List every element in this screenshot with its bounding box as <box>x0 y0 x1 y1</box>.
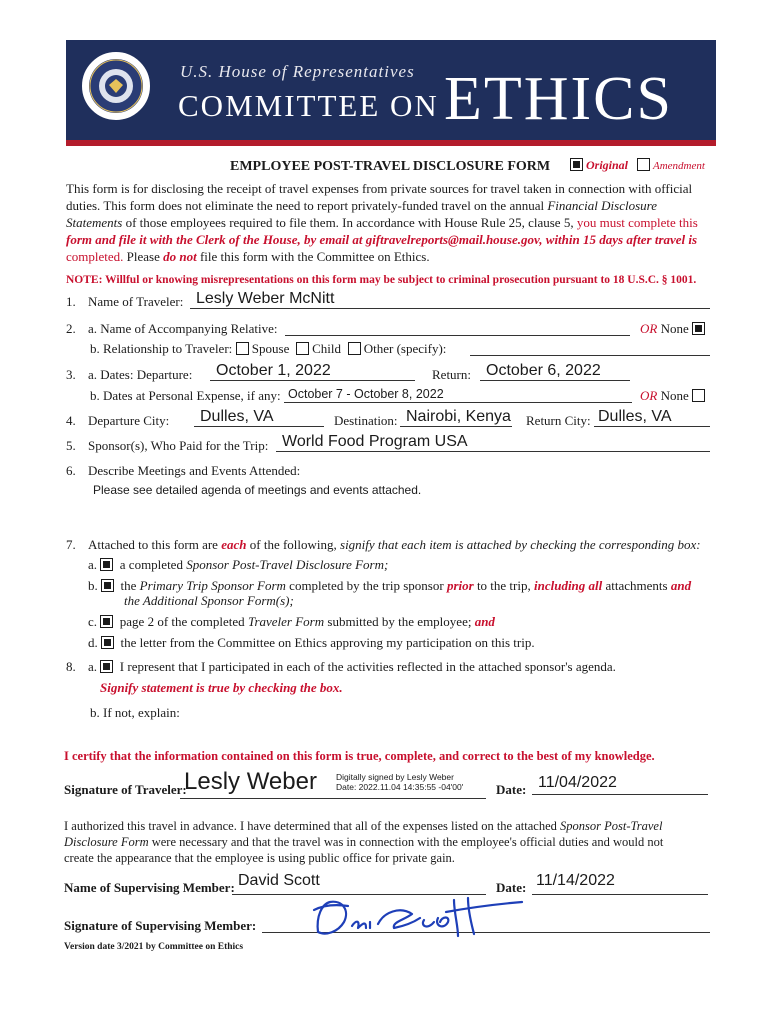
q7-label-a: Attached to this form are <box>88 537 218 552</box>
member-signature-label: Signature of Supervising Member: <box>64 918 257 933</box>
child-checkbox[interactable] <box>296 342 309 355</box>
departure-date-field[interactable]: October 1, 2022 <box>216 362 331 379</box>
q7b-text-c: completed by the trip sponsor <box>289 578 444 593</box>
q8a-checkbox[interactable] <box>100 660 113 673</box>
q7d-text: the letter from the Committee on Ethics approving my participation on this trip. <box>120 635 535 650</box>
destination-field[interactable]: Nairobi, Kenya <box>406 408 511 425</box>
member-date-label: Date: <box>496 880 527 895</box>
auth-line-2 <box>64 834 714 850</box>
member-date-field[interactable]: 11/14/2022 <box>536 872 615 889</box>
traveler-signature-underline <box>180 798 486 799</box>
do-not-text: do not <box>163 249 197 264</box>
q7a-letter: a. <box>88 557 98 572</box>
q7-label <box>88 537 701 553</box>
q3b-underline <box>284 402 632 403</box>
q8-number: 8. <box>66 659 76 674</box>
auth-text-1a: I authorized this travel in advance. I have determined that all of the expenses listed on the attached <box>64 819 557 833</box>
q2a-none-label: None <box>660 321 689 336</box>
meetings-field[interactable]: Please see detailed agenda of meetings and events attached. <box>93 483 422 497</box>
amendment-label: Amendment <box>653 160 705 172</box>
other-specify-field[interactable] <box>470 355 710 356</box>
member-handwritten-signature[interactable] <box>308 892 528 948</box>
q2a-or: OR <box>640 321 658 336</box>
version-date: Version date 3/2021 by Committee on Ethics <box>64 942 244 952</box>
q7c-and: and <box>474 614 495 629</box>
q7a-row <box>88 557 388 573</box>
q4-number: 4. <box>66 413 76 428</box>
q1-number: 1. <box>66 294 76 309</box>
q2a-label: a. Name of Accompanying Relative: <box>88 321 278 336</box>
q7-signify: signify that each item is attached by checking the corresponding box: <box>340 537 701 552</box>
q2-number: 2. <box>66 321 76 336</box>
q8a-text: I represent that I participated in each of the activities reflected in the attached sponsor's agenda. <box>119 659 616 674</box>
digital-signature-stamp <box>336 772 463 792</box>
member-date-underline <box>532 894 708 895</box>
relative-name-field[interactable] <box>285 335 630 336</box>
q1-underline <box>190 308 710 309</box>
file-with-text: file this form with the Committee on Ethics. <box>199 249 430 264</box>
q7b-and: and <box>670 578 692 593</box>
return-city-field[interactable]: Dulles, VA <box>598 408 672 425</box>
completed-text: completed. <box>66 249 124 264</box>
traveler-date-label: Date: <box>496 782 527 797</box>
q7b-row <box>88 578 691 594</box>
sponsor-field[interactable]: World Food Program USA <box>282 433 468 450</box>
q3b-or-none <box>640 388 705 404</box>
house-subtitle: U.S. House of Representatives <box>180 62 415 81</box>
q7b-checkbox[interactable] <box>101 579 114 592</box>
departure-underline <box>210 380 415 381</box>
intro-paragraph <box>66 180 716 265</box>
q4-underline <box>194 426 324 427</box>
original-checkbox[interactable] <box>570 158 583 171</box>
departure-city-field[interactable]: Dulles, VA <box>200 408 274 425</box>
please-text: Please <box>126 249 160 264</box>
q4-label: Departure City: <box>88 413 170 428</box>
supervising-member-label: Name of Supervising Member: <box>64 880 235 895</box>
traveler-signature-label: Signature of Traveler: <box>64 782 187 797</box>
q7c-text-a: page 2 of the completed <box>119 614 245 629</box>
return-city-label: Return City: <box>526 413 591 428</box>
rule-text: of those employees required to file them. In accordance with House Rule 25, clause 5, <box>125 215 574 230</box>
auth-text-1b: Sponsor Post-Travel <box>560 819 663 833</box>
auth-text-2b: were necessary and that the travel was in connection with the employee's official duties and would not <box>151 835 664 849</box>
q8a-signify: Signify statement is true by checking the box. <box>100 680 343 695</box>
amendment-checkbox[interactable] <box>637 158 650 171</box>
traveler-date-underline <box>532 794 708 795</box>
return-city-underline <box>594 426 710 427</box>
seal-emblem <box>85 55 147 117</box>
q7b-text-a: the <box>120 578 137 593</box>
auth-line-1 <box>64 818 714 834</box>
must-complete-text: you must complete this <box>576 215 698 230</box>
header-banner <box>66 40 716 146</box>
other-checkbox[interactable] <box>348 342 361 355</box>
committee-on-title: COMMITTEE ON <box>178 88 439 123</box>
return-label: Return: <box>432 367 471 382</box>
personal-expense-dates-field[interactable]: October 7 - October 8, 2022 <box>288 387 444 401</box>
q2a-none-checkbox[interactable] <box>692 322 705 335</box>
q8a-row <box>88 659 616 675</box>
q7b-text-e: to the trip, <box>476 578 531 593</box>
q7b-including-all: including all <box>533 578 603 593</box>
intro-line-2-text: duties. This form does not eliminate the need to report privately-funded travel on the annual <box>66 198 545 213</box>
q8b-label: b. If not, explain: <box>90 705 180 720</box>
intro-line-5 <box>66 248 716 265</box>
q2b-label: b. Relationship to Traveler: <box>90 341 233 356</box>
q5-underline <box>276 451 710 452</box>
spouse-label: Spouse <box>251 341 290 356</box>
intro-line-2 <box>66 197 716 214</box>
q7a-checkbox[interactable] <box>100 558 113 571</box>
authorization-paragraph <box>64 818 714 866</box>
q7c-letter: c. <box>88 614 98 629</box>
auth-text-2a: Disclosure Form <box>64 835 149 849</box>
q8a-letter: a. <box>88 659 98 674</box>
q7b-text-g: attachments <box>605 578 668 593</box>
digital-signed-by: Digitally signed by Lesly Weber <box>336 772 454 782</box>
q3b-label: b. Dates at Personal Expense, if any: <box>90 388 281 403</box>
q7b-letter: b. <box>88 578 98 593</box>
q7d-checkbox[interactable] <box>101 636 114 649</box>
q7-each: each <box>221 537 247 552</box>
q1-label: Name of Traveler: <box>88 294 184 309</box>
statements-text: Statements <box>66 215 123 230</box>
q7-number: 7. <box>66 537 76 552</box>
q7-label-c: of the following, <box>249 537 337 552</box>
q7a-text-b: Sponsor Post-Travel Disclosure Form; <box>186 557 389 572</box>
q7d-letter: d. <box>88 635 98 650</box>
financial-disclosure-text: Financial Disclosure <box>547 198 657 213</box>
intro-line-1: This form is for disclosing the receipt of travel expenses from private sources for travel taken in connection with official <box>66 181 693 196</box>
q7d-row <box>88 635 535 651</box>
certify-statement: I certify that the information contained on this form is true, complete, and correct to the best of my knowledge. <box>64 749 655 763</box>
q7c-checkbox[interactable] <box>100 615 113 628</box>
q7c-text-b: Traveler Form <box>247 614 325 629</box>
intro-line-4[interactable]: form and file it with the Clerk of the House, by email at giftravelreports@mail.house.gov, within 15 days after travel is <box>66 232 698 247</box>
q3-number: 3. <box>66 367 76 382</box>
return-underline <box>480 380 630 381</box>
q3b-or: OR <box>640 388 658 403</box>
q3a-label: a. Dates: Departure: <box>88 367 193 382</box>
traveler-signature[interactable]: Lesly Weber <box>184 768 317 795</box>
q5-number: 5. <box>66 438 76 453</box>
q3b-none-label: None <box>660 388 689 403</box>
traveler-name-field[interactable]: Lesly Weber McNitt <box>196 290 335 307</box>
q7b-prior: prior <box>446 578 474 593</box>
ethics-title: ETHICS <box>444 65 673 133</box>
q3b-none-checkbox[interactable] <box>692 389 705 402</box>
destination-label: Destination: <box>334 413 398 428</box>
q7b-text-i: the Additional Sponsor Form(s); <box>124 593 294 608</box>
form-title: EMPLOYEE POST-TRAVEL DISCLOSURE FORM <box>230 159 551 174</box>
house-seal-icon <box>82 52 150 120</box>
q2b-row <box>90 341 446 357</box>
form-type-selector <box>570 158 705 173</box>
destination-underline <box>400 426 512 427</box>
q5-label: Sponsor(s), Who Paid for the Trip: <box>88 438 269 453</box>
spouse-checkbox[interactable] <box>236 342 249 355</box>
q6-number: 6. <box>66 463 76 478</box>
intro-line-3 <box>66 214 716 231</box>
original-label: Original <box>586 158 629 172</box>
digital-signed-date: Date: 2022.11.04 14:35:55 -04'00' <box>336 782 464 792</box>
traveler-date-field[interactable]: 11/04/2022 <box>538 774 617 791</box>
auth-line-3: create the appearance that the employee is using public office for private gain. <box>64 851 455 865</box>
return-date-field[interactable]: October 6, 2022 <box>486 362 601 379</box>
other-label: Other (specify): <box>363 341 447 356</box>
legal-note: NOTE: Willful or knowing misrepresentations on this form may be subject to criminal prosecution pursuant to 18 U.S.C. § 1001. <box>66 274 697 286</box>
q7a-text-a: a completed <box>119 557 183 572</box>
child-label: Child <box>312 341 341 356</box>
q7c-text-c: submitted by the employee; <box>327 614 472 629</box>
q2a-or-none <box>640 321 705 337</box>
q7b-text-b: Primary Trip Sponsor Form <box>139 578 286 593</box>
q6-label: Describe Meetings and Events Attended: <box>88 463 301 478</box>
supervising-member-field[interactable]: David Scott <box>238 872 320 889</box>
q7c-row <box>88 614 495 630</box>
